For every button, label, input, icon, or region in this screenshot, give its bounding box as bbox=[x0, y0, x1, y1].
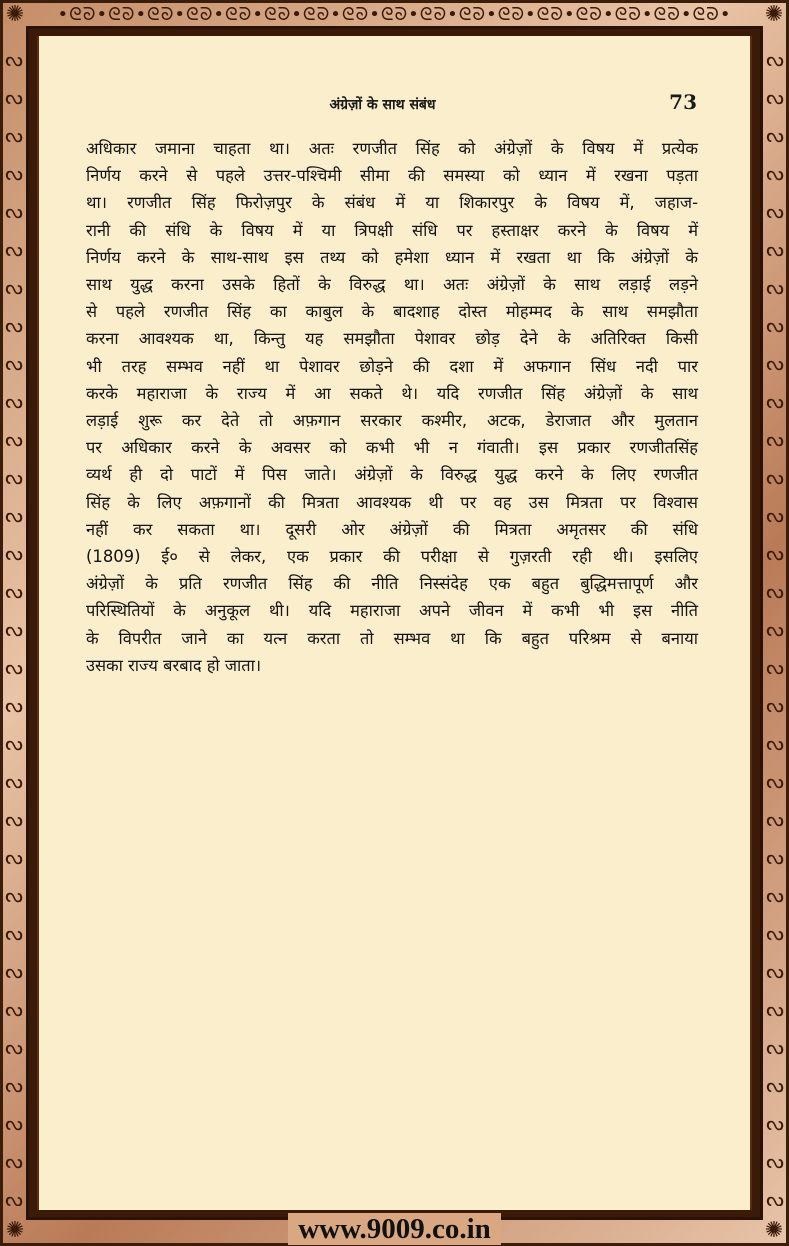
text-line: उसका राज्य बरबाद हो जाता। bbox=[86, 655, 262, 675]
footer-watermark bbox=[0, 1213, 789, 1246]
text-line: (1809) ई० से लेकर, एक प्रकार की परीक्षा से गुज़रती रही थी। इसलिए bbox=[86, 547, 698, 567]
running-title: अंग्रेज़ों के साथ संबंध bbox=[329, 97, 436, 113]
body-text bbox=[86, 135, 698, 679]
text-line: निर्णय करने से पहले उत्तर-पश्चिमी सीमा की समस्या को ध्यान में रखना पड़ता bbox=[86, 166, 698, 186]
text-line: नहीं कर सकता था। दूसरी ओर अंग्रेज़ों की मित्रता अमृतसर की संधि bbox=[86, 519, 698, 539]
text-line: निर्णय करने के साथ-साथ इस तथ्य को हमेशा ध्यान में रखता था कि अंग्रेज़ों के bbox=[86, 247, 698, 267]
corner-ornament-top-left: ✺ bbox=[5, 2, 25, 27]
text-line: था। रणजीत सिंह फिरोज़पुर के संबंध में या शिकारपुर के विषय में, जहाज- bbox=[86, 193, 698, 213]
right-border-ornament: ᔓ ᔓ ᔓ ᔓ ᔓ ᔓ ᔓ ᔓ ᔓ ᔓ ᔓ ᔓ ᔓ ᔓ ᔓ ᔓ ᔓ ᔓ ᔓ ᔓ ᔓ ᔓ ᔓ ᔓ ᔓ ᔓ ᔓ ᔓ ᔓ ᔓ ᔓ bbox=[766, 47, 784, 1206]
left-border-ornament: ᔓ ᔓ ᔓ ᔓ ᔓ ᔓ ᔓ ᔓ ᔓ ᔓ ᔓ ᔓ ᔓ ᔓ ᔓ ᔓ ᔓ ᔓ ᔓ ᔓ ᔓ ᔓ ᔓ ᔓ ᔓ ᔓ ᔓ ᔓ ᔓ ᔓ ᔓ bbox=[5, 47, 23, 1206]
text-line: से पहले रणजीत सिंह का काबुल के बादशाह दोस्त मोहम्मद के साथ समझौता bbox=[86, 302, 698, 322]
text-line: रानी की संधि के विषय में या त्रिपक्षी संधि पर हस्ताक्षर करने के विषय में bbox=[86, 220, 698, 240]
text-line: व्यर्थ ही दो पाटों में पिस जाते। अंग्रेज़ों के विरुद्ध युद्ध करने के लिए रणजीत bbox=[86, 465, 698, 485]
text-line: परिस्थितियों के अनुकूल थी। यदि महाराजा अपने जीवन में कभी भी इस नीति bbox=[86, 601, 698, 621]
top-border-ornament: •ᘓᘐ•ᘓᘐ•ᘓᘐ•ᘓᘐ•ᘓᘐ•ᘓᘐ•ᘓᘐ•ᘓᘐ•ᘓᘐ•ᘓᘐ•ᘓᘐ•ᘓᘐ•ᘓᘐ•ᘓᘐ•ᘓᘐ•ᘓᘐ•ᘓᘐ• bbox=[57, 5, 732, 25]
page-number: 73 bbox=[669, 90, 697, 114]
text-line: करके महाराजा के राज्य में आ सकते थे। यदि रणजीत सिंह अंग्रेज़ों के साथ bbox=[86, 383, 698, 403]
text-line: के विपरीत जाने का यत्न करता तो सम्भव था कि बहुत परिश्रम से बनाया bbox=[86, 628, 698, 648]
corner-ornament-bottom-right: ✺ bbox=[764, 1218, 784, 1243]
text-line: करना आवश्यक था, किन्तु यह समझौता पेशावर छोड़ देने के अतिरिक्त किसी bbox=[86, 329, 698, 349]
text-line: लड़ाई शुरू कर देते तो अफ़गान सरकार कश्मीर, अटक, डेराजात और मुलतान bbox=[86, 411, 698, 431]
text-line: अधिकार जमाना चाहता था। अतः रणजीत सिंह को अंग्रेज़ों के विषय में प्रत्येक bbox=[86, 139, 698, 158]
text-line: भी तरह सम्भव नहीं था पेशावर छोड़ने की दशा में अफगान सिंध नदी पार bbox=[86, 356, 698, 376]
footer-url: www.9009.co.in bbox=[288, 1213, 501, 1245]
text-line: पर अधिकार करने के अवसर को कभी भी न गंवाती। इस प्रकार रणजीतसिंह bbox=[86, 438, 698, 458]
text-line: सिंह के लिए अफ़गानों की मित्रता आवश्यक थी पर वह उस मित्रता पर विश्वास bbox=[86, 492, 698, 512]
text-line: अंग्रेज़ों के प्रति रणजीत सिंह की नीति निस्संदेह एक बहुत बुद्धिमत्तापूर्ण और bbox=[86, 574, 698, 594]
page-header bbox=[60, 90, 705, 120]
corner-ornament-top-right: ✺ bbox=[764, 2, 784, 27]
corner-ornament-bottom-left: ✺ bbox=[5, 1218, 25, 1243]
text-line: साथ युद्ध करना उसके हितों के विरुद्ध था। अतः अंग्रेज़ों के साथ लड़ाई लड़ने bbox=[86, 275, 698, 295]
